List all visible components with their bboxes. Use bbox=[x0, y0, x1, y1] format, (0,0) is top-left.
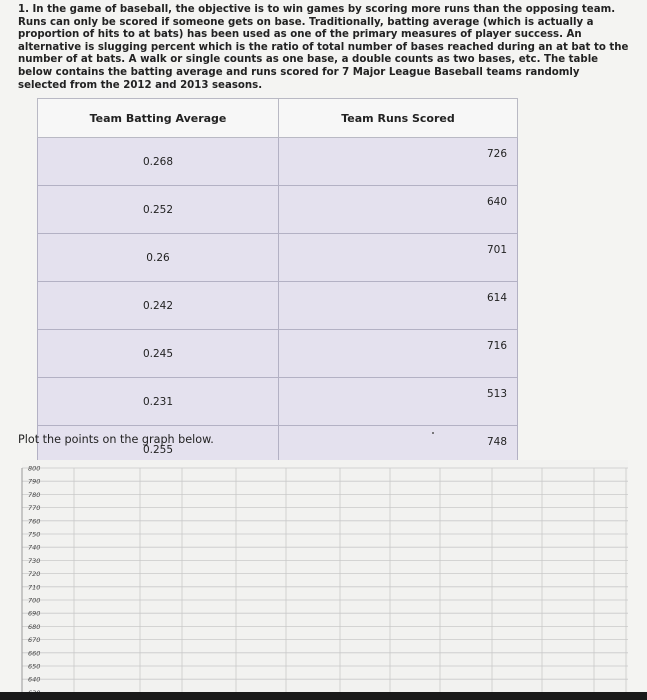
header-runs-scored: Team Runs Scored bbox=[279, 99, 518, 138]
table-row bbox=[38, 186, 518, 234]
y-tick-label: 790 bbox=[28, 477, 41, 486]
cell-runs-scored: 640 bbox=[279, 186, 518, 234]
table-row bbox=[38, 138, 518, 186]
y-tick-label: 700 bbox=[28, 596, 41, 605]
y-tick-label: 680 bbox=[28, 622, 41, 631]
y-tick-label: 670 bbox=[28, 636, 41, 645]
table-row bbox=[38, 234, 518, 282]
data-table bbox=[37, 98, 518, 474]
cell-batting-average: 0.242 bbox=[38, 282, 279, 330]
table-header-row bbox=[38, 99, 518, 138]
cell-runs-scored: 513 bbox=[279, 378, 518, 426]
cell-batting-average: 0.252 bbox=[38, 186, 279, 234]
plot-instruction: Plot the points on the graph below. bbox=[18, 433, 214, 446]
y-tick-label: 740 bbox=[28, 543, 41, 552]
blank-graph-grid[interactable] bbox=[22, 460, 628, 692]
cell-runs-scored: 716 bbox=[279, 330, 518, 378]
y-tick-label: 690 bbox=[28, 609, 41, 618]
cell-batting-average: 0.26 bbox=[38, 234, 279, 282]
y-tick-label: 780 bbox=[28, 490, 41, 499]
table-row bbox=[38, 282, 518, 330]
cell-runs-scored: 726 bbox=[279, 138, 518, 186]
header-batting-average: Team Batting Average bbox=[38, 99, 279, 138]
cell-runs-scored: 614 bbox=[279, 282, 518, 330]
y-tick-label: 720 bbox=[28, 570, 41, 579]
cell-batting-average: 0.268 bbox=[38, 138, 279, 186]
y-tick-label: 710 bbox=[28, 583, 41, 592]
cell-runs-scored: 701 bbox=[279, 234, 518, 282]
cell-runs-scored: 748 bbox=[279, 426, 518, 474]
y-tick-label: 800 bbox=[28, 464, 41, 473]
cell-batting-average: 0.245 bbox=[38, 330, 279, 378]
cell-batting-average: 0.231 bbox=[38, 378, 279, 426]
table-row bbox=[38, 378, 518, 426]
y-tick-label: 640 bbox=[28, 675, 41, 684]
y-tick-label: 730 bbox=[28, 556, 41, 565]
y-tick-label: 750 bbox=[28, 530, 41, 539]
screen-edge bbox=[0, 692, 647, 700]
stray-mark bbox=[432, 432, 434, 434]
y-tick-label: 770 bbox=[28, 504, 41, 513]
y-tick-label: 650 bbox=[28, 662, 41, 671]
table-row bbox=[38, 330, 518, 378]
problem-text: 1. In the game of baseball, the objective is to win games by scoring more runs than the opposing team. Runs can only be scored if someone gets on base. Traditionally, batting average (which is actually a proportion of hits to at bats) has been used as one of the primary measures of player success. An alternative is slugging percent which is the ratio of total number of bases reached during an at bat to the number of at bats. A walk or single counts as one base, a double counts as two bases, etc. The table below contains the batting average and runs scored for 7 Major League Baseball teams randomly selected from the 2012 and 2013 seasons. bbox=[18, 4, 629, 91]
cell-batting-average: 0.255 bbox=[38, 426, 279, 474]
y-tick-label: 660 bbox=[28, 649, 41, 658]
y-tick-label: 760 bbox=[28, 517, 41, 526]
